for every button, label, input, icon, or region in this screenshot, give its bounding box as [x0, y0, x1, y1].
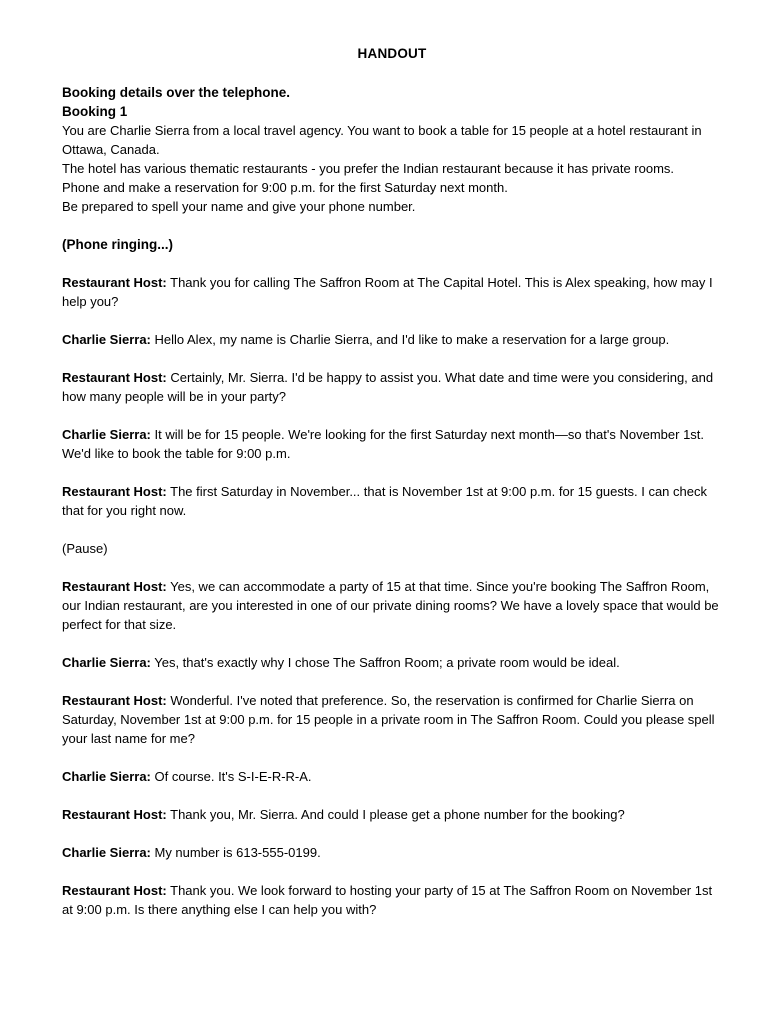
speaker-name: Restaurant Host: — [62, 693, 167, 708]
dialogue-line — [62, 653, 722, 672]
speaker-name: Charlie Sierra: — [62, 845, 151, 860]
speaker-name: Restaurant Host: — [62, 807, 167, 822]
dialogue-line — [62, 881, 722, 919]
dialogue-text: Thank you. We look forward to hosting your party of 15 at The Saffron Room on November 1st at 9:00 p.m. Is there anything else I can help you with? — [62, 883, 713, 917]
speaker-name: Charlie Sierra: — [62, 769, 151, 784]
dialogue-line — [62, 425, 722, 463]
dialogue-line — [62, 843, 722, 862]
speaker-name: Restaurant Host: — [62, 275, 167, 290]
dialogue-line — [62, 368, 722, 406]
spacer — [62, 786, 722, 805]
dialogue-text: Wonderful. I've noted that preference. So, the reservation is confirmed for Charlie Sierra on Saturday, November 1st at 9:00 p.m. for 15 people in a private room in The Saffron Room. Could you please spell your last name for me? — [62, 693, 715, 746]
dialogue-line — [62, 805, 722, 824]
instruction-line: Be prepared to spell your name and give your phone number. — [62, 199, 416, 214]
speaker-name: Restaurant Host: — [62, 484, 167, 499]
dialogue-text: Thank you for calling The Saffron Room at The Capital Hotel. This is Alex speaking, how may I help you? — [62, 275, 713, 309]
page-title: HANDOUT — [357, 46, 427, 61]
speaker-name: Restaurant Host: — [62, 579, 167, 594]
dialogue-block-1 — [62, 273, 722, 520]
dialogue-text: Of course. It's S-I-E-R-R-A. — [150, 769, 312, 784]
handout-page — [62, 44, 722, 919]
dialogue-text: The first Saturday in November... that is November 1st at 9:00 p.m. for 15 guests. I can check that for you right now. — [62, 484, 707, 518]
dialogue-text: Certainly, Mr. Sierra. I'd be happy to assist you. What date and time were you considering, and how many people will be in your party? — [62, 370, 714, 404]
dialogue-line — [62, 273, 722, 311]
dialogue-line — [62, 330, 722, 349]
dialogue-text: Hello Alex, my name is Charlie Sierra, and I'd like to make a reservation for a large group. — [150, 332, 670, 347]
speaker-name: Charlie Sierra: — [62, 655, 151, 670]
dialogue-text: Yes, that's exactly why I chose The Saffron Room; a private room would be ideal. — [150, 655, 620, 670]
spacer — [62, 406, 722, 425]
spacer — [62, 216, 722, 235]
spacer — [62, 862, 722, 881]
spacer — [62, 463, 722, 482]
section-heading: Booking details over the telephone. — [62, 85, 291, 100]
dialogue-text: Yes, we can accommodate a party of 15 at that time. Since you're booking The Saffron Room, our Indian restaurant, are you interested in one of our private dining rooms? We have a lovely space that would be perfect for that size. — [62, 579, 719, 632]
spacer — [62, 520, 722, 539]
spacer — [62, 254, 722, 273]
spacer — [62, 672, 722, 691]
dialogue-line — [62, 767, 722, 786]
instruction-line: You are Charlie Sierra from a local travel agency. You want to book a table for 15 people at a hotel restaurant in Ottawa, Canada. — [62, 123, 702, 157]
spacer — [62, 634, 722, 653]
dialogue-line — [62, 577, 722, 634]
instructions — [62, 121, 722, 216]
dialogue-text: Thank you, Mr. Sierra. And could I please get a phone number for the booking? — [166, 807, 625, 822]
dialogue-block-2 — [62, 577, 722, 919]
booking-heading: Booking 1 — [62, 104, 128, 119]
dialogue-text: It will be for 15 people. We're looking for the first Saturday next month—so that's November 1st. We'd like to book the table for 9:00 p.m. — [62, 427, 705, 461]
dialogue-line — [62, 482, 722, 520]
spacer — [62, 311, 722, 330]
spacer — [62, 748, 722, 767]
stage-direction: (Phone ringing...) — [62, 237, 173, 252]
instruction-line: Phone and make a reservation for 9:00 p.m. for the first Saturday next month. — [62, 180, 508, 195]
spacer — [62, 558, 722, 577]
pause-direction: (Pause) — [62, 541, 108, 556]
speaker-name: Charlie Sierra: — [62, 427, 151, 442]
dialogue-line — [62, 691, 722, 748]
spacer — [62, 349, 722, 368]
spacer — [62, 824, 722, 843]
speaker-name: Charlie Sierra: — [62, 332, 151, 347]
instruction-line: The hotel has various thematic restaurants - you prefer the Indian restaurant because it has private rooms. — [62, 161, 675, 176]
dialogue-text: My number is 613-555-0199. — [150, 845, 321, 860]
speaker-name: Restaurant Host: — [62, 883, 167, 898]
speaker-name: Restaurant Host: — [62, 370, 167, 385]
